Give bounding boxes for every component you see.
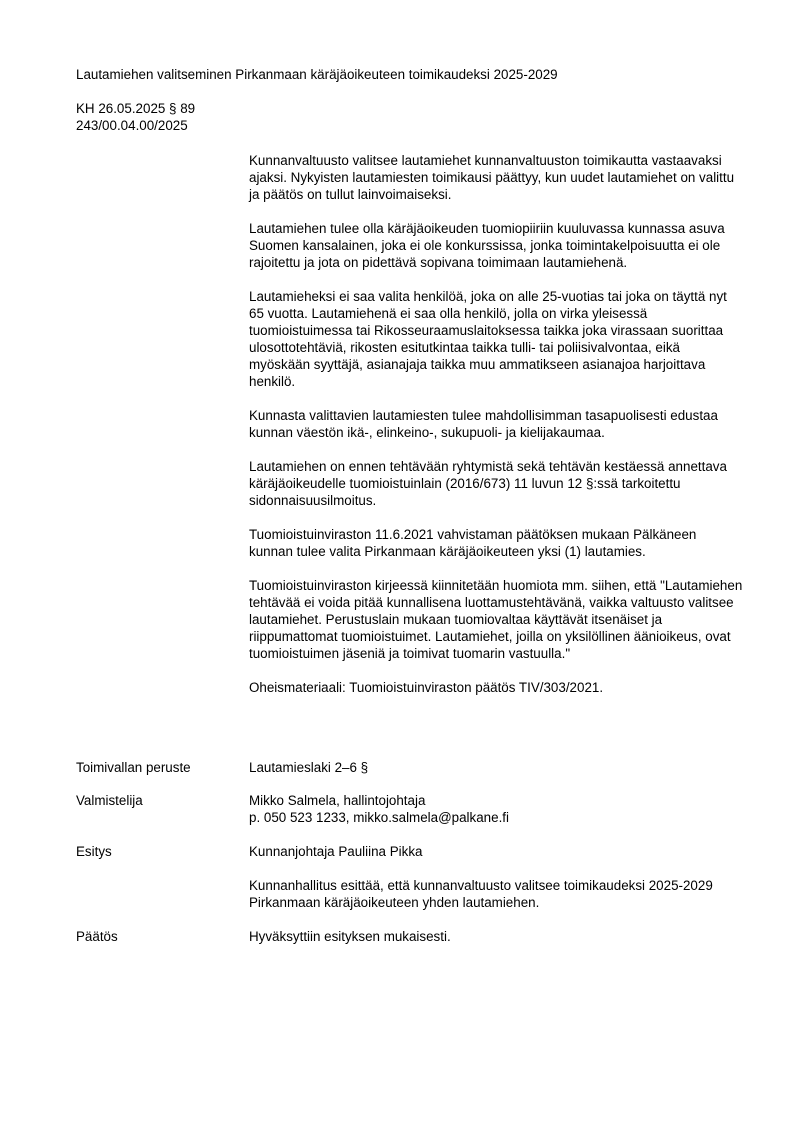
document-body: [249, 152, 744, 713]
row-value: [249, 843, 744, 911]
meeting-reference: KH 26.05.2025 § 89: [76, 101, 196, 116]
document-title: Lautamiehen valitseminen Pirkanmaan käräjäoikeuteen toimikaudeksi 2025-2029: [76, 67, 558, 82]
preparer-contact: p. 050 523 1233, mikko.salmela@palkane.fi: [249, 810, 509, 825]
document-meta: [76, 100, 195, 134]
row-label: Esitys: [76, 844, 112, 859]
decision-text: Hyväksyttiin esityksen mukaisesti.: [249, 929, 451, 944]
paragraph-attachment: Oheismateriaali: Tuomioistuinviraston päätös TIV/303/2021.: [249, 680, 604, 695]
row-label: Toimivallan peruste: [76, 760, 191, 775]
presenter: Kunnanjohtaja Pauliina Pikka: [249, 844, 423, 859]
paragraph: Tuomioistuinviraston 11.6.2021 vahvistaman päätöksen mukaan Pälkäneen kunnan tulee valita Pirkanmaan käräjäoikeuteen yksi (1) lautamies.: [249, 527, 697, 559]
paragraph: Lautamieheksi ei saa valita henkilöä, joka on alle 25-vuotias tai joka on täyttä nyt 65 vuotta. Lautamiehenä ei saa olla henkilö, jolla on virka yleisessä tuomioistuimessa tai Rikosseuraamuslaitoksessa taikka joka virassaan suorittaa ulosottotehtäviä, rikosten esitutkintaa taikka tulli- tai poliisivalvontaa, eikä myöskään syyttäjä, asianajaja taikka muu ammatikseen asianajoa harjoittava henkilö.: [249, 289, 727, 389]
row-label: Valmistelija: [76, 793, 143, 808]
paragraph: Lautamiehen tulee olla käräjäoikeuden tuomiopiiriin kuuluvassa kunnassa asuva Suomen kansalainen, joka ei ole konkurssissa, jonka toimintakelpoisuutta ei ole rajoitettu ja jota on pidettävä sopivana toimimaan lautamiehenä.: [249, 221, 725, 270]
row-label: Päätös: [76, 929, 118, 944]
paragraph: Kunnanvaltuusto valitsee lautamiehet kunnanvaltuuston toimikautta vastaavaksi ajaksi. Nykyisten lautamiesten toimikausi päättyy, kun uudet lautamiehet on valittu ja päätös on tullut lainvoimaiseksi.: [249, 153, 735, 202]
paragraph: Tuomioistuinviraston kirjeessä kiinnitetään huomiota mm. siihen, että "Lautamiehen tehtävää ei voida pitää kunnallisena luottamustehtävänä, vaikka valtuusto valitsee lautamiehet. Perustuslain mukaan tuomiovaltaa käyttävät itsenäiset ja riippumattomat tuomioistuimet. Lautamiehet, joilla on yksilöllinen äänioikeus, ovat tuomioistuimen jäseniä ja toimivat tuomarin vastuulla.": [249, 578, 743, 661]
paragraph: Kunnasta valittavien lautamiesten tulee mahdollisimman tasapuolisesti edustaa kunnan väestön ikä-, elinkeino-, sukupuoli- ja kielijakaumaa.: [249, 408, 718, 440]
row-value: Lautamieslaki 2–6 §: [249, 760, 369, 775]
diary-number: 243/00.04.00/2025: [76, 118, 188, 133]
proposal-text: Kunnanhallitus esittää, että kunnanvaltuusto valitsee toimikaudeksi 2025-2029 Pirkanmaan käräjäoikeuteen yhden lautamiehen.: [249, 878, 713, 910]
row-value: [249, 792, 744, 826]
preparer-name: Mikko Salmela, hallintojohtaja: [249, 793, 426, 808]
paragraph: Lautamiehen on ennen tehtävään ryhtymistä sekä tehtävän kestäessä annettava käräjäoikeudelle tuomioistuinlain (2016/673) 11 luvun 12 §:ssä tarkoitettu sidonnaisuusilmoitus.: [249, 459, 727, 508]
